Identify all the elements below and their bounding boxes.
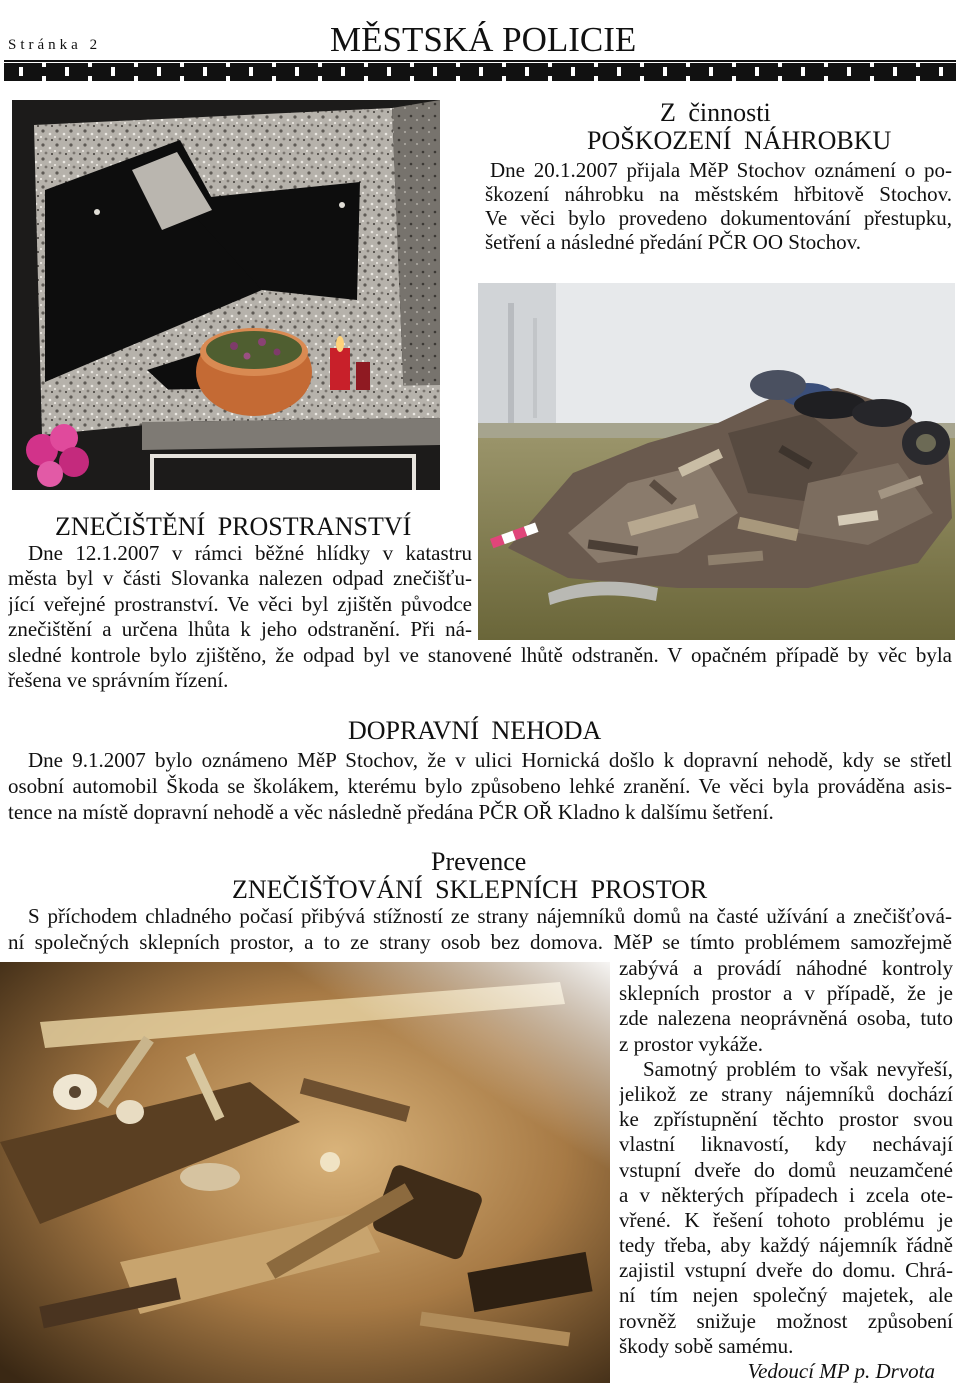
paragraph-line: města byl v části Slovanka nalezen odpad znečišťu-	[8, 566, 472, 591]
paragraph-line: Dne 12.1.2007 v rámci běžné hlídky v katastru	[28, 541, 472, 565]
public-space-pollution-paragraph	[8, 541, 952, 693]
section-kicker-prevention: Prevence	[431, 847, 527, 876]
author-signature: Vedoucí MP p. Drvota	[747, 1359, 935, 1383]
paragraph-line: a v některých případech i zcela ote-	[619, 1182, 953, 1207]
paragraph-line: šetření a následné předání PČR OO Stochov.	[485, 230, 861, 254]
paragraph-line: tence na místě dopravní nehodě a věc následně předána PČR OŘ Kladno k dalšímu šetření.	[8, 800, 774, 824]
paragraph-line: ní tím nejen společný majetek, ale	[619, 1283, 953, 1308]
paragraph-line: Ve věci bylo provedeno dokumentování přestupku,	[485, 206, 952, 230]
paragraph-line: ní společných sklepních prostor, a to ze strany osob bez domova. MěP se tímto problémem samozřejmě	[8, 930, 952, 954]
paragraph-line: jelikož ze strany nájemníků dochází	[619, 1081, 953, 1106]
flower-pot	[196, 328, 312, 416]
paragraph-line: Samotný problém to však nevyřeší,	[643, 1056, 953, 1081]
traffic-accident-paragraph	[8, 747, 952, 825]
paragraph-line: tedy třeba, aby každý nájemník řádně	[619, 1233, 953, 1258]
paragraph-line: osobní automobil Škoda se školákem, kterému bylo způsobeno lehké zranění. Ve věci byla prováděna asis-	[8, 774, 952, 798]
paragraph-line: vřené. K řešení tohoto problému je	[619, 1207, 953, 1232]
paragraph-line: řešena ve správním řízení.	[8, 667, 229, 692]
header-decorative-band	[0, 58, 960, 82]
tombstone-damage-paragraph	[485, 158, 952, 254]
section-heading-cellar-pollution: ZNEČIŠŤOVÁNÍ SKLEPNÍCH PROSTOR	[232, 875, 708, 904]
cellar-pollution-intro	[8, 903, 952, 955]
cellar-tools-photo	[0, 962, 610, 1383]
paragraph-line: zabývá a provádí náhodné kontroly	[619, 956, 953, 980]
paragraph-line: sledné kontrole bylo zjištěno, že odpad byl ve stanovené lhůtě odstraněn. V opačném případě by věc byla	[8, 642, 952, 667]
paragraph-line: zajistil vstupní dveře do domu. Chrá-	[619, 1258, 953, 1283]
newsletter-title: MĚSTSKÁ POLICIE	[330, 20, 637, 59]
section-kicker-activities: Z činnosti	[660, 98, 771, 127]
paragraph-line: škození náhrobku na městském hřbitově Stochov.	[485, 182, 952, 206]
paragraph-line: Dne 20.1.2007 přijala MěP Stochov oznámení o po-	[490, 158, 952, 182]
damaged-tombstone-photo	[12, 100, 440, 490]
section-heading-tombstone-damage: POŠKOZENÍ NÁHROBKU	[587, 126, 892, 155]
paragraph-line: ke zpřístupnění těchto prostor svou	[619, 1107, 953, 1132]
cellar-pollution-column	[619, 956, 953, 1359]
paragraph-line: zde nalezena neoprávněná osoba, tuto	[619, 1006, 953, 1031]
paragraph-line: vstupní dveře do domů neuzamčené	[619, 1157, 953, 1182]
page-number-label: Stránka 2	[8, 37, 102, 53]
paragraph-line: sklepních prostor a v případě, že je	[619, 981, 953, 1006]
paragraph-line: znečištění a určena lhůta k jeho odstranění. Při ná-	[8, 617, 472, 642]
paragraph-line: rovněž snižuje možnost způsobení	[619, 1308, 953, 1333]
paragraph-line: vlastní liknavostí, kdy nechávají	[619, 1132, 953, 1157]
paragraph-line: Dne 9.1.2007 bylo oznámeno MěP Stochov, že v ulici Hornická došlo k dopravní nehodě, kdy se střetl	[28, 748, 952, 772]
section-heading-public-space-pollution: ZNEČIŠTĚNÍ PROSTRANSTVÍ	[55, 512, 412, 541]
paragraph-line: S příchodem chladného počasí přibývá stížností ze strany nájemníků domů na časté užívání a znečišťová-	[28, 904, 952, 928]
paragraph-line: jící veřejné prostranství. Ve věci byl zjištěn původce	[8, 591, 472, 616]
section-heading-traffic-accident: DOPRAVNÍ NEHODA	[348, 716, 602, 745]
paragraph-line: škody sobě samému.	[619, 1333, 794, 1358]
paragraph-line: z prostor vykáže.	[619, 1031, 764, 1056]
